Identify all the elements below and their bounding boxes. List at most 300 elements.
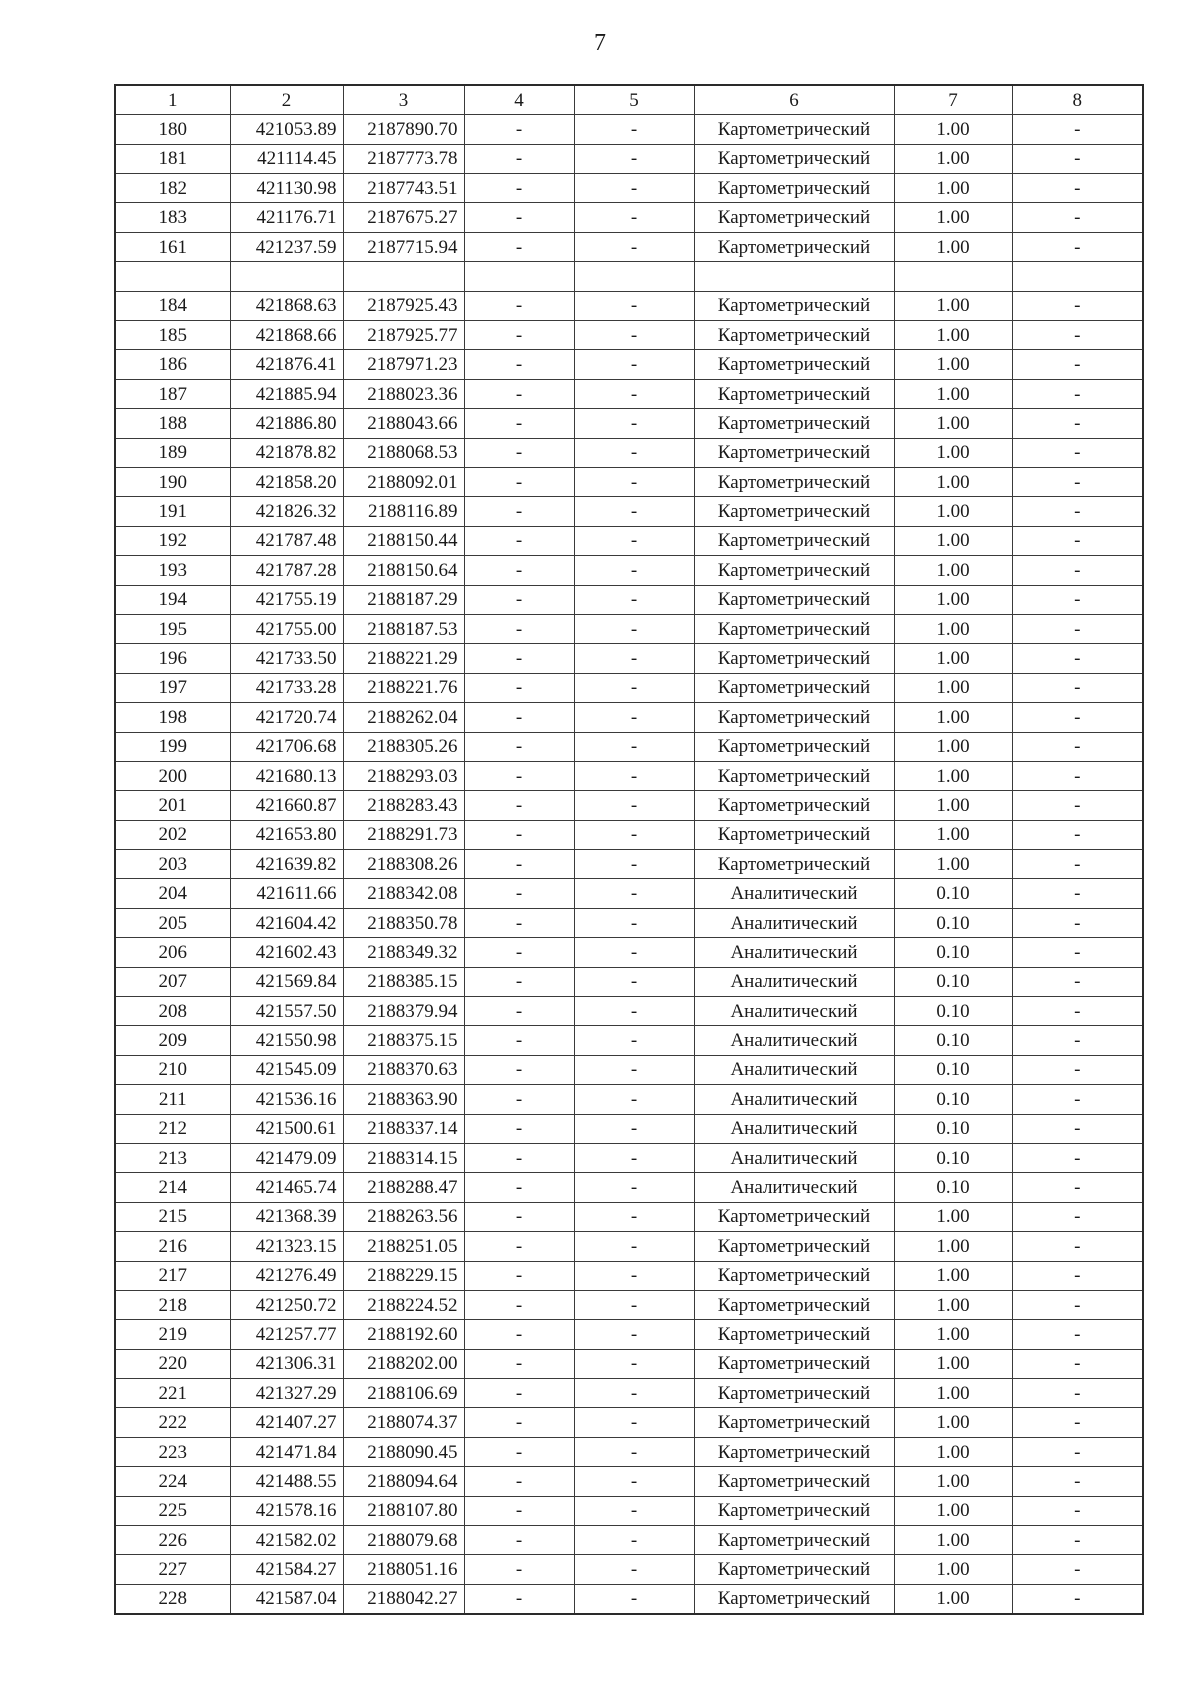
cell-point-number: 181 [115,144,230,173]
cell-coord-x: 421465.74 [230,1173,343,1202]
cell-coord-x: 421886.80 [230,409,343,438]
cell-col-5: - [574,1143,694,1172]
cell-col-4: - [464,1143,574,1172]
cell-coord-y: 2188150.64 [343,556,464,585]
cell-col-4: - [464,1349,574,1378]
cell-accuracy: 1.00 [894,644,1012,673]
cell-col-8: - [1012,497,1143,526]
cell-col-5: - [574,1085,694,1114]
cell-coord-y: 2188043.66 [343,409,464,438]
cell-col-4: - [464,938,574,967]
cell-coord-y: 2188192.60 [343,1320,464,1349]
cell-col-5: - [574,379,694,408]
cell-col-8: - [1012,291,1143,320]
cell-col-5: - [574,1202,694,1231]
cell-coord-x: 421114.45 [230,144,343,173]
cell-col-4: - [464,115,574,144]
cell-col-8: - [1012,379,1143,408]
cell-point-number: 221 [115,1379,230,1408]
cell-col-4: - [464,1555,574,1584]
table-row [115,1232,1143,1261]
cell-col-8: - [1012,409,1143,438]
cell-col-5: - [574,467,694,496]
table-row [115,908,1143,937]
cell-method: Картометрический [694,1349,894,1378]
table-row [115,1555,1143,1584]
cell-coord-y: 2188042.27 [343,1584,464,1614]
cell-coord-y: 2188363.90 [343,1085,464,1114]
table-row [115,1467,1143,1496]
cell-point-number: 215 [115,1202,230,1231]
table-row [115,1349,1143,1378]
cell-col-4: - [464,791,574,820]
cell-col-8: - [1012,1202,1143,1231]
cell-point-number: 193 [115,556,230,585]
cell-col-4: - [464,1232,574,1261]
cell-coord-y: 2188283.43 [343,791,464,820]
cell-coord-x: 421587.04 [230,1584,343,1614]
cell-col-4: - [464,1408,574,1437]
table-row [115,1202,1143,1231]
cell-col-5: - [574,820,694,849]
cell-method: Картометрический [694,1379,894,1408]
table-row [115,1055,1143,1084]
cell-coord-x: 421257.77 [230,1320,343,1349]
cell-accuracy: 1.00 [894,467,1012,496]
cell-method: Картометрический [694,1496,894,1525]
cell-accuracy: 1.00 [894,1496,1012,1525]
cell-method: Картометрический [694,497,894,526]
cell-col-5: - [574,291,694,320]
cell-coord-y: 2187890.70 [343,115,464,144]
cell-coord-y: 2188337.14 [343,1114,464,1143]
table-row [115,1496,1143,1525]
cell-point-number: 192 [115,526,230,555]
cell-point-number: 183 [115,203,230,232]
table-row [115,556,1143,585]
cell-coord-y: 2188370.63 [343,1055,464,1084]
cell-coord-x: 421755.19 [230,585,343,614]
cell-point-number: 214 [115,1173,230,1202]
cell-accuracy: 1.00 [894,497,1012,526]
cell-coord-y: 2188068.53 [343,438,464,467]
cell-col-8: - [1012,1143,1143,1172]
cell-accuracy: 0.10 [894,1173,1012,1202]
cell-coord-y: 2188224.52 [343,1290,464,1319]
cell-col-4: - [464,585,574,614]
cell-col-8: - [1012,1379,1143,1408]
cell-point-number: 212 [115,1114,230,1143]
cell-coord-x: 421536.16 [230,1085,343,1114]
cell-col-8: - [1012,556,1143,585]
cell-col-8: - [1012,1584,1143,1614]
cell-col-4: - [464,732,574,761]
table-row [115,438,1143,467]
cell-method: Картометрический [694,703,894,732]
cell-col-5: - [574,1496,694,1525]
cell-point-number: 206 [115,938,230,967]
cell-coord-y: 2188314.15 [343,1143,464,1172]
cell-col-4: - [464,1055,574,1084]
cell-accuracy: 0.10 [894,1143,1012,1172]
cell-col-4: - [464,761,574,790]
cell-col-5: - [574,438,694,467]
cell-col-8: - [1012,1555,1143,1584]
table-row [115,409,1143,438]
cell-point-number: 204 [115,879,230,908]
cell-col-8: - [1012,1467,1143,1496]
cell-point-number: 198 [115,703,230,732]
cell-accuracy: 1.00 [894,174,1012,203]
cell-col-4: - [464,438,574,467]
cell-col-5: - [574,879,694,908]
table-row [115,1261,1143,1290]
cell-accuracy: 1.00 [894,1467,1012,1496]
cell-point-number: 227 [115,1555,230,1584]
cell-accuracy: 0.10 [894,1114,1012,1143]
header-col-4: 4 [464,85,574,115]
cell-method: Аналитический [694,1026,894,1055]
table-row [115,350,1143,379]
cell-col-4: - [464,1467,574,1496]
table-row [115,703,1143,732]
cell-coord-y: 2188262.04 [343,703,464,732]
cell-col-5: - [574,526,694,555]
cell-coord-y: 2187925.77 [343,321,464,350]
cell-col-8: - [1012,791,1143,820]
cell-col-4: - [464,879,574,908]
table-row [115,497,1143,526]
cell-point-number: 197 [115,673,230,702]
cell-col-4: - [464,1173,574,1202]
cell-col-4: - [464,1320,574,1349]
cell-col-5: - [574,1379,694,1408]
table-row [115,321,1143,350]
cell-coord-y: 2188090.45 [343,1437,464,1466]
cell-method: Картометрический [694,1232,894,1261]
cell-col-4: - [464,820,574,849]
cell-col-5: - [574,1349,694,1378]
cell-point-number: 208 [115,997,230,1026]
cell-col-8: - [1012,908,1143,937]
cell-col-8: - [1012,1437,1143,1466]
cell-col-5: - [574,409,694,438]
cell-accuracy: 1.00 [894,673,1012,702]
cell-col-5: - [574,232,694,261]
header-coord-y: 3 [343,85,464,115]
table-row [115,614,1143,643]
table-row [115,673,1143,702]
cell-col-8: - [1012,1232,1143,1261]
cell-coord-x: 421733.28 [230,673,343,702]
cell-method: Картометрический [694,1437,894,1466]
table-row [115,144,1143,173]
cell-col-5: - [574,115,694,144]
cell-col-8: - [1012,1290,1143,1319]
cell-coord-x: 421550.98 [230,1026,343,1055]
cell-coord-x: 421602.43 [230,938,343,967]
cell-method: Картометрический [694,232,894,261]
cell-coord-y: 2188305.26 [343,732,464,761]
cell-col-8: - [1012,321,1143,350]
table-row [115,1584,1143,1614]
cell-col-4: - [464,1290,574,1319]
cell-point-number: 202 [115,820,230,849]
table-row [115,1408,1143,1437]
cell-col-8: - [1012,732,1143,761]
table-row [115,967,1143,996]
table-row [115,1143,1143,1172]
cell-accuracy: 0.10 [894,1026,1012,1055]
cell-coord-x: 421471.84 [230,1437,343,1466]
cell-accuracy: 1.00 [894,585,1012,614]
cell-col-5: - [574,1261,694,1290]
cell-coord-y: 2188150.44 [343,526,464,555]
cell-accuracy: 1.00 [894,1349,1012,1378]
page-number: 7 [594,30,606,56]
cell-coord-x: 421755.00 [230,614,343,643]
cell-accuracy: 0.10 [894,1055,1012,1084]
table-row [115,232,1143,261]
cell-coord-x: 421582.02 [230,1526,343,1555]
cell-coord-y: 2187715.94 [343,232,464,261]
cell-point-number: 220 [115,1349,230,1378]
cell-point-number: 211 [115,1085,230,1114]
cell-col-5: - [574,1055,694,1084]
cell-point-number: 222 [115,1408,230,1437]
cell-coord-y: 2188349.32 [343,938,464,967]
cell-col-5: - [574,673,694,702]
cell-coord-y: 2188385.15 [343,967,464,996]
cell-coord-y: 2187675.27 [343,203,464,232]
cell-col-5: - [574,350,694,379]
cell-coord-x [230,262,343,291]
cell-coord-x: 421733.50 [230,644,343,673]
cell-coord-x: 421720.74 [230,703,343,732]
cell-coord-y: 2188023.36 [343,379,464,408]
cell-col-4: - [464,673,574,702]
cell-method: Аналитический [694,1173,894,1202]
cell-point-number: 196 [115,644,230,673]
table-row [115,938,1143,967]
cell-col-4: - [464,350,574,379]
cell-method: Картометрический [694,1526,894,1555]
cell-coord-x: 421868.66 [230,321,343,350]
table-row [115,467,1143,496]
table-row [115,1173,1143,1202]
cell-col-8: - [1012,850,1143,879]
cell-point-number: 209 [115,1026,230,1055]
cell-col-5: - [574,1173,694,1202]
cell-coord-y: 2188308.26 [343,850,464,879]
table-row [115,1290,1143,1319]
cell-accuracy: 1.00 [894,321,1012,350]
cell-col-4: - [464,291,574,320]
cell-col-5: - [574,1555,694,1584]
cell-col-4: - [464,379,574,408]
cell-point-number: 219 [115,1320,230,1349]
cell-coord-x: 421276.49 [230,1261,343,1290]
cell-method: Картометрический [694,761,894,790]
cell-accuracy: 1.00 [894,232,1012,261]
table-row [115,526,1143,555]
cell-accuracy: 1.00 [894,732,1012,761]
cell-col-5: - [574,850,694,879]
cell-point-number: 189 [115,438,230,467]
cell-point-number: 218 [115,1290,230,1319]
cell-col-4: - [464,174,574,203]
cell-coord-x: 421130.98 [230,174,343,203]
cell-method: Картометрический [694,1320,894,1349]
cell-coord-y: 2188094.64 [343,1467,464,1496]
cell-col-8: - [1012,1261,1143,1290]
table-row [115,585,1143,614]
table-row [115,1320,1143,1349]
cell-col-4: - [464,1526,574,1555]
header-accuracy: 7 [894,85,1012,115]
cell-col-5: - [574,1437,694,1466]
table-row [115,1114,1143,1143]
cell-col-5: - [574,1467,694,1496]
cell-col-8: - [1012,1085,1143,1114]
cell-col-8: - [1012,1526,1143,1555]
cell-accuracy: 1.00 [894,791,1012,820]
cell-coord-x: 421545.09 [230,1055,343,1084]
cell-coord-y: 2188350.78 [343,908,464,937]
cell-col-4: - [464,614,574,643]
cell-coord-x: 421368.39 [230,1202,343,1231]
cell-coord-x: 421706.68 [230,732,343,761]
cell-method: Картометрический [694,438,894,467]
cell-point-number [115,262,230,291]
cell-coord-x: 421885.94 [230,379,343,408]
cell-method: Картометрический [694,644,894,673]
cell-method: Картометрический [694,1584,894,1614]
cell-point-number: 194 [115,585,230,614]
cell-col-5: - [574,1584,694,1614]
cell-col-8: - [1012,938,1143,967]
cell-col-5: - [574,967,694,996]
cell-point-number: 199 [115,732,230,761]
cell-col-4: - [464,526,574,555]
cell-accuracy: 1.00 [894,1202,1012,1231]
cell-point-number: 225 [115,1496,230,1525]
cell-point-number: 187 [115,379,230,408]
cell-coord-x: 421488.55 [230,1467,343,1496]
cell-method: Картометрический [694,1261,894,1290]
cell-method: Картометрический [694,1555,894,1584]
cell-accuracy: 1.00 [894,1584,1012,1614]
cell-coord-y: 2188375.15 [343,1026,464,1055]
cell-method: Картометрический [694,203,894,232]
cell-accuracy: 1.00 [894,115,1012,144]
cell-col-8: - [1012,144,1143,173]
cell-accuracy: 0.10 [894,1085,1012,1114]
cell-method: Аналитический [694,997,894,1026]
cell-col-4: - [464,1026,574,1055]
cell-coord-x: 421653.80 [230,820,343,849]
cell-point-number: 184 [115,291,230,320]
cell-col-5: - [574,1320,694,1349]
cell-accuracy: 1.00 [894,1290,1012,1319]
cell-col-4: - [464,1496,574,1525]
cell-coord-y: 2188106.69 [343,1379,464,1408]
cell-method: Картометрический [694,1290,894,1319]
cell-col-5: - [574,1114,694,1143]
cell-method: Картометрический [694,820,894,849]
cell-coord-y: 2187925.43 [343,291,464,320]
cell-accuracy: 1.00 [894,556,1012,585]
cell-accuracy: 1.00 [894,1320,1012,1349]
cell-point-number: 188 [115,409,230,438]
cell-accuracy [894,262,1012,291]
cell-accuracy: 1.00 [894,1261,1012,1290]
cell-coord-x: 421611.66 [230,879,343,908]
table-row [115,115,1143,144]
table-row [115,291,1143,320]
cell-method: Аналитический [694,879,894,908]
cell-coord-x: 421878.82 [230,438,343,467]
cell-col-5: - [574,614,694,643]
cell-coord-x: 421660.87 [230,791,343,820]
cell-method: Картометрический [694,291,894,320]
cell-accuracy: 1.00 [894,614,1012,643]
cell-col-4: - [464,850,574,879]
cell-accuracy: 1.00 [894,203,1012,232]
cell-point-number: 207 [115,967,230,996]
cell-coord-x: 421787.28 [230,556,343,585]
cell-method: Картометрический [694,673,894,702]
cell-coord-y: 2188251.05 [343,1232,464,1261]
cell-method: Картометрический [694,556,894,585]
cell-coord-x: 421053.89 [230,115,343,144]
cell-coord-x: 421858.20 [230,467,343,496]
cell-coord-x: 421639.82 [230,850,343,879]
cell-point-number: 203 [115,850,230,879]
table-row [115,1437,1143,1466]
cell-coord-x: 421176.71 [230,203,343,232]
table-row [115,174,1143,203]
table-row [115,379,1143,408]
header-col-8: 8 [1012,85,1143,115]
cell-col-8: - [1012,438,1143,467]
cell-coord-x: 421327.29 [230,1379,343,1408]
cell-accuracy: 1.00 [894,526,1012,555]
cell-coord-y: 2187971.23 [343,350,464,379]
cell-accuracy: 1.00 [894,1379,1012,1408]
cell-col-4: - [464,1584,574,1614]
cell-col-5: - [574,703,694,732]
cell-col-5: - [574,644,694,673]
cell-col-4: - [464,409,574,438]
cell-method: Аналитический [694,1114,894,1143]
header-row [115,85,1143,115]
cell-col-8: - [1012,115,1143,144]
cell-col-5: - [574,1026,694,1055]
cell-coord-x: 421876.41 [230,350,343,379]
cell-col-8: - [1012,997,1143,1026]
cell-coord-y: 2188107.80 [343,1496,464,1525]
cell-col-5: - [574,1232,694,1261]
cell-coord-x: 421306.31 [230,1349,343,1378]
cell-accuracy: 1.00 [894,350,1012,379]
cell-col-8: - [1012,1320,1143,1349]
table-row [115,997,1143,1026]
cell-accuracy: 1.00 [894,820,1012,849]
cell-col-8: - [1012,644,1143,673]
cell-method: Картометрический [694,526,894,555]
cell-coord-y: 2188263.56 [343,1202,464,1231]
